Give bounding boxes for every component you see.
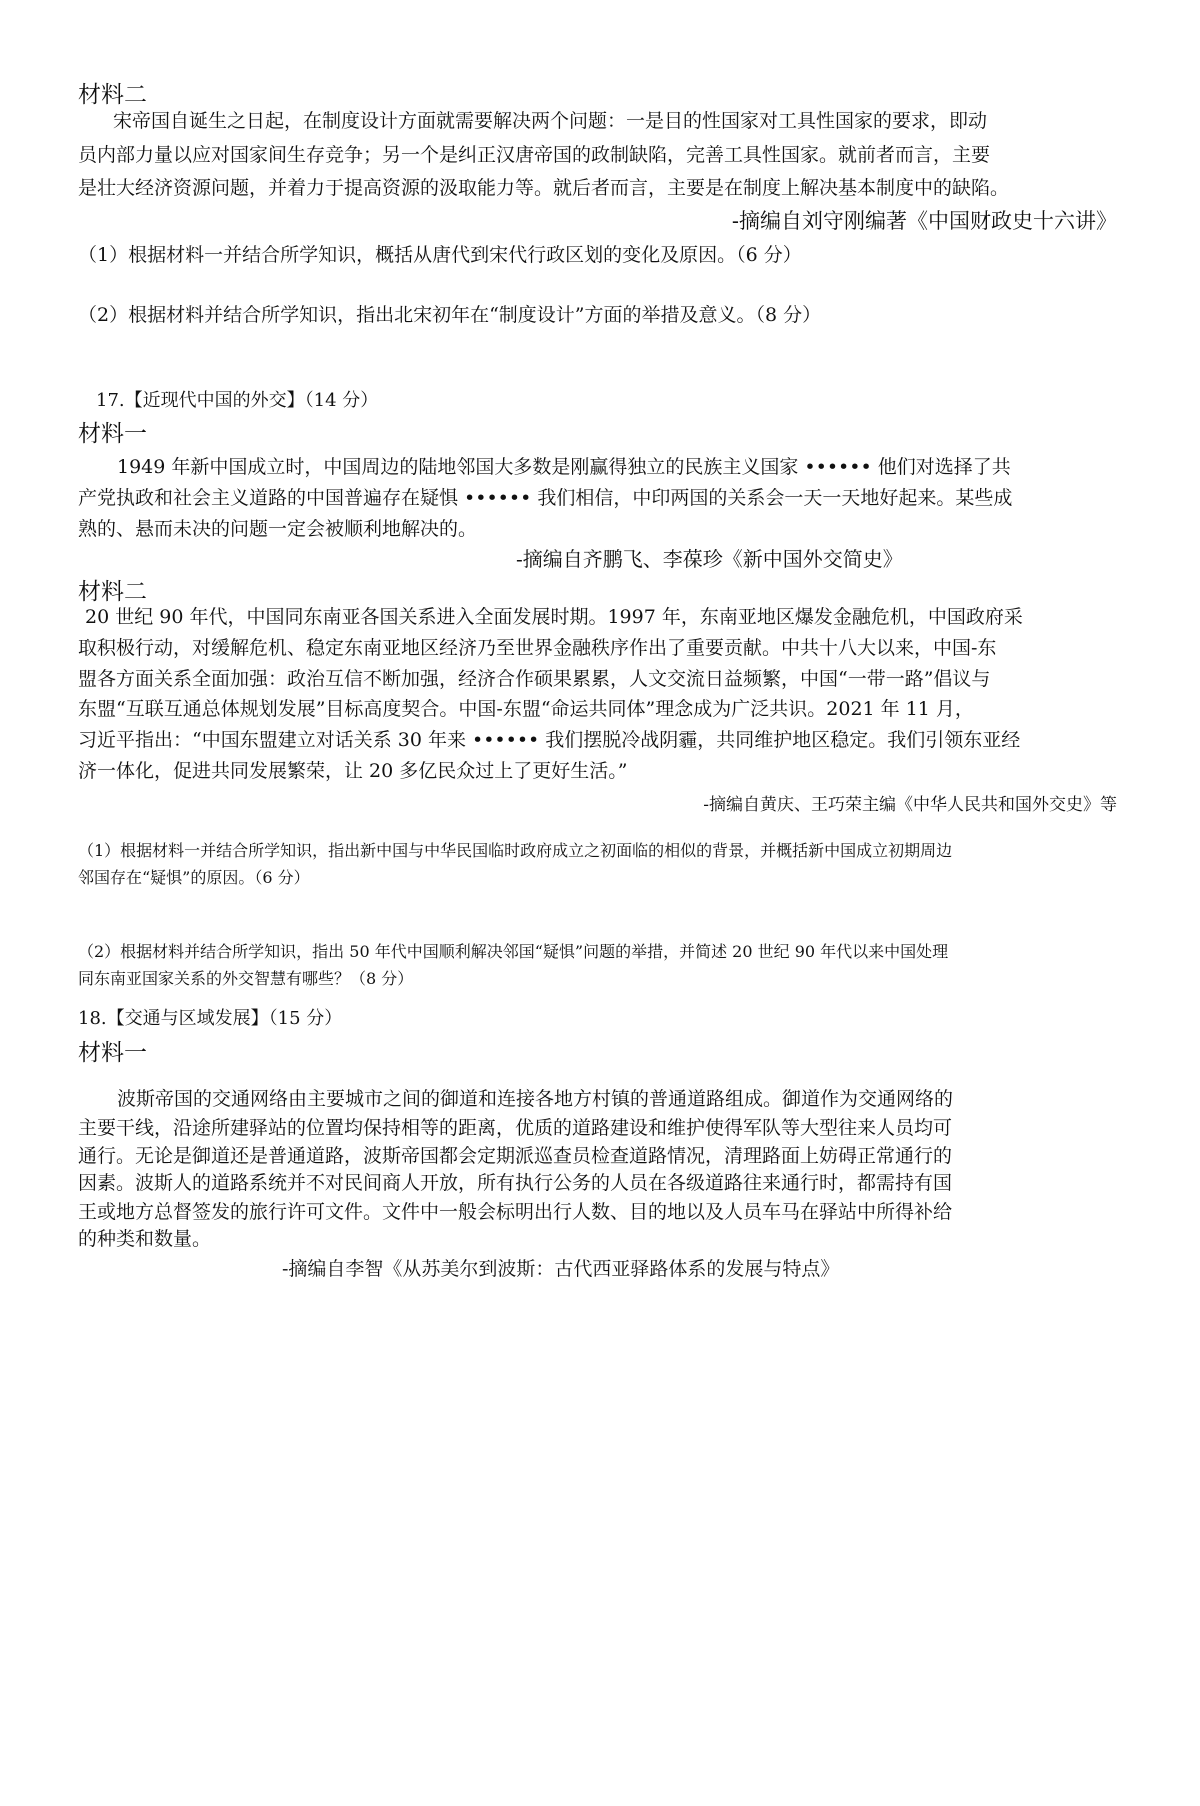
paragraph-line: 东盟“互联互通总体规划发展”目标高度契合。中国-东盟“命运共同体”理念成为广泛共识。2021 年 11 月， xyxy=(78,698,974,720)
source-citation: -摘编自刘守刚编著《中国财政史十六讲》 xyxy=(731,209,1117,233)
paragraph-line: 盟各方面关系全面加强：政治互信不断加强，经济合作硕果累累，人文交流日益频繁，中国“一带一路”倡议与 xyxy=(78,668,991,690)
question-1: （1）根据材料一并结合所学知识，概括从唐代到宋代行政区划的变化及原因。（6 分） xyxy=(78,244,802,266)
source-citation: -摘编自黄庆、王巧荣主编《中华人民共和国外交史》等 xyxy=(703,795,1117,815)
source-citation: -摘编自齐鹏飞、李葆珍《新中国外交简史》 xyxy=(516,547,903,571)
paragraph-line: 熟的、悬而未决的问题一定会被顺利地解决的。 xyxy=(78,518,478,540)
paragraph-line: 宋帝国自诞生之日起，在制度设计方面就需要解决两个问题：一是目的性国家对工具性国家的要求，即动 xyxy=(113,110,988,132)
paragraph-line: 的种类和数量。 xyxy=(78,1228,212,1250)
paragraph-line: 主要干线，沿途所建驿站的位置均保持相等的距离，优质的道路建设和维护使得军队等大型往来人员均可 xyxy=(78,1117,953,1139)
paragraph-line: 1949 年新中国成立时，中国周边的陆地邻国大多数是刚赢得独立的民族主义国家 •••••• 他们对选择了共 xyxy=(117,456,1011,478)
paragraph-line: 20 世纪 90 年代，中国同东南亚各国关系进入全面发展时期。1997 年，东南亚地区爆发金融危机，中国政府采 xyxy=(85,606,1023,628)
paragraph-line: 习近平指出：“中国东盟建立对话关系 30 年来 •••••• 我们摆脱冷战阴霾，共同维护地区稳定。我们引领东亚经 xyxy=(78,729,1021,751)
material-1-heading: 材料一 xyxy=(78,421,147,447)
paragraph-line: 济一体化，促进共同发展繁荣，让 20 多亿民众过上了更好生活。” xyxy=(78,760,628,782)
paragraph-line: 取积极行动，对缓解危机、稳定东南亚地区经济乃至世界金融秩序作出了重要贡献。中共十八大以来，中国-东 xyxy=(78,637,997,659)
section-17-title: 17.【近现代中国的外交】（14 分） xyxy=(96,390,379,411)
paragraph-line: 产党执政和社会主义道路的中国普遍存在疑惧 •••••• 我们相信，中印两国的关系会一天一天地好起来。某些成 xyxy=(78,487,1013,509)
question-2: （2）根据材料并结合所学知识，指出北宋初年在“制度设计”方面的举措及意义。（8 分） xyxy=(78,304,822,326)
material-1-heading: 材料一 xyxy=(78,1040,147,1066)
paragraph-line: 通行。无论是御道还是普通道路，波斯帝国都会定期派巡查员检查道路情况，清理路面上妨碍正常通行的 xyxy=(78,1145,953,1167)
question-2-line: 同东南亚国家关系的外交智慧有哪些？（8 分） xyxy=(78,969,414,988)
question-1-line: 邻国存在“疑惧”的原因。（6 分） xyxy=(78,868,310,887)
paragraph-line: 因素。波斯人的道路系统并不对民间商人开放，所有执行公务的人员在各级道路往来通行时，都需持有国 xyxy=(78,1172,953,1194)
question-2-line: （2）根据材料并结合所学知识，指出 50 年代中国顺利解决邻国“疑惧”问题的举措，并简述 20 世纪 90 年代以来中国处理 xyxy=(78,942,949,961)
source-citation: -摘编自李智《从苏美尔到波斯：古代西亚驿路体系的发展与特点》 xyxy=(282,1258,840,1280)
paragraph-line: 是壮大经济资源问题，并着力于提高资源的汲取能力等。就后者而言，主要是在制度上解决基本制度中的缺陷。 xyxy=(78,177,1010,199)
material-2-heading: 材料二 xyxy=(78,82,147,108)
paragraph-line: 王或地方总督签发的旅行许可文件。文件中一般会标明出行人数、目的地以及人员车马在驿站中所得补给 xyxy=(78,1201,953,1223)
paragraph-line: 波斯帝国的交通网络由主要城市之间的御道和连接各地方村镇的普通道路组成。御道作为交通网络的 xyxy=(117,1088,954,1110)
section-18-title: 18.【交通与区域发展】（15 分） xyxy=(78,1008,343,1029)
paragraph-line: 员内部力量以应对国家间生存竞争；另一个是纠正汉唐帝国的政制缺陷，完善工具性国家。就前者而言，主要 xyxy=(78,144,991,166)
material-2-heading: 材料二 xyxy=(78,579,147,605)
question-1-line: （1）根据材料一并结合所学知识，指出新中国与中华民国临时政府成立之初面临的相似的背景，并概括新中国成立初期周边 xyxy=(78,841,953,860)
